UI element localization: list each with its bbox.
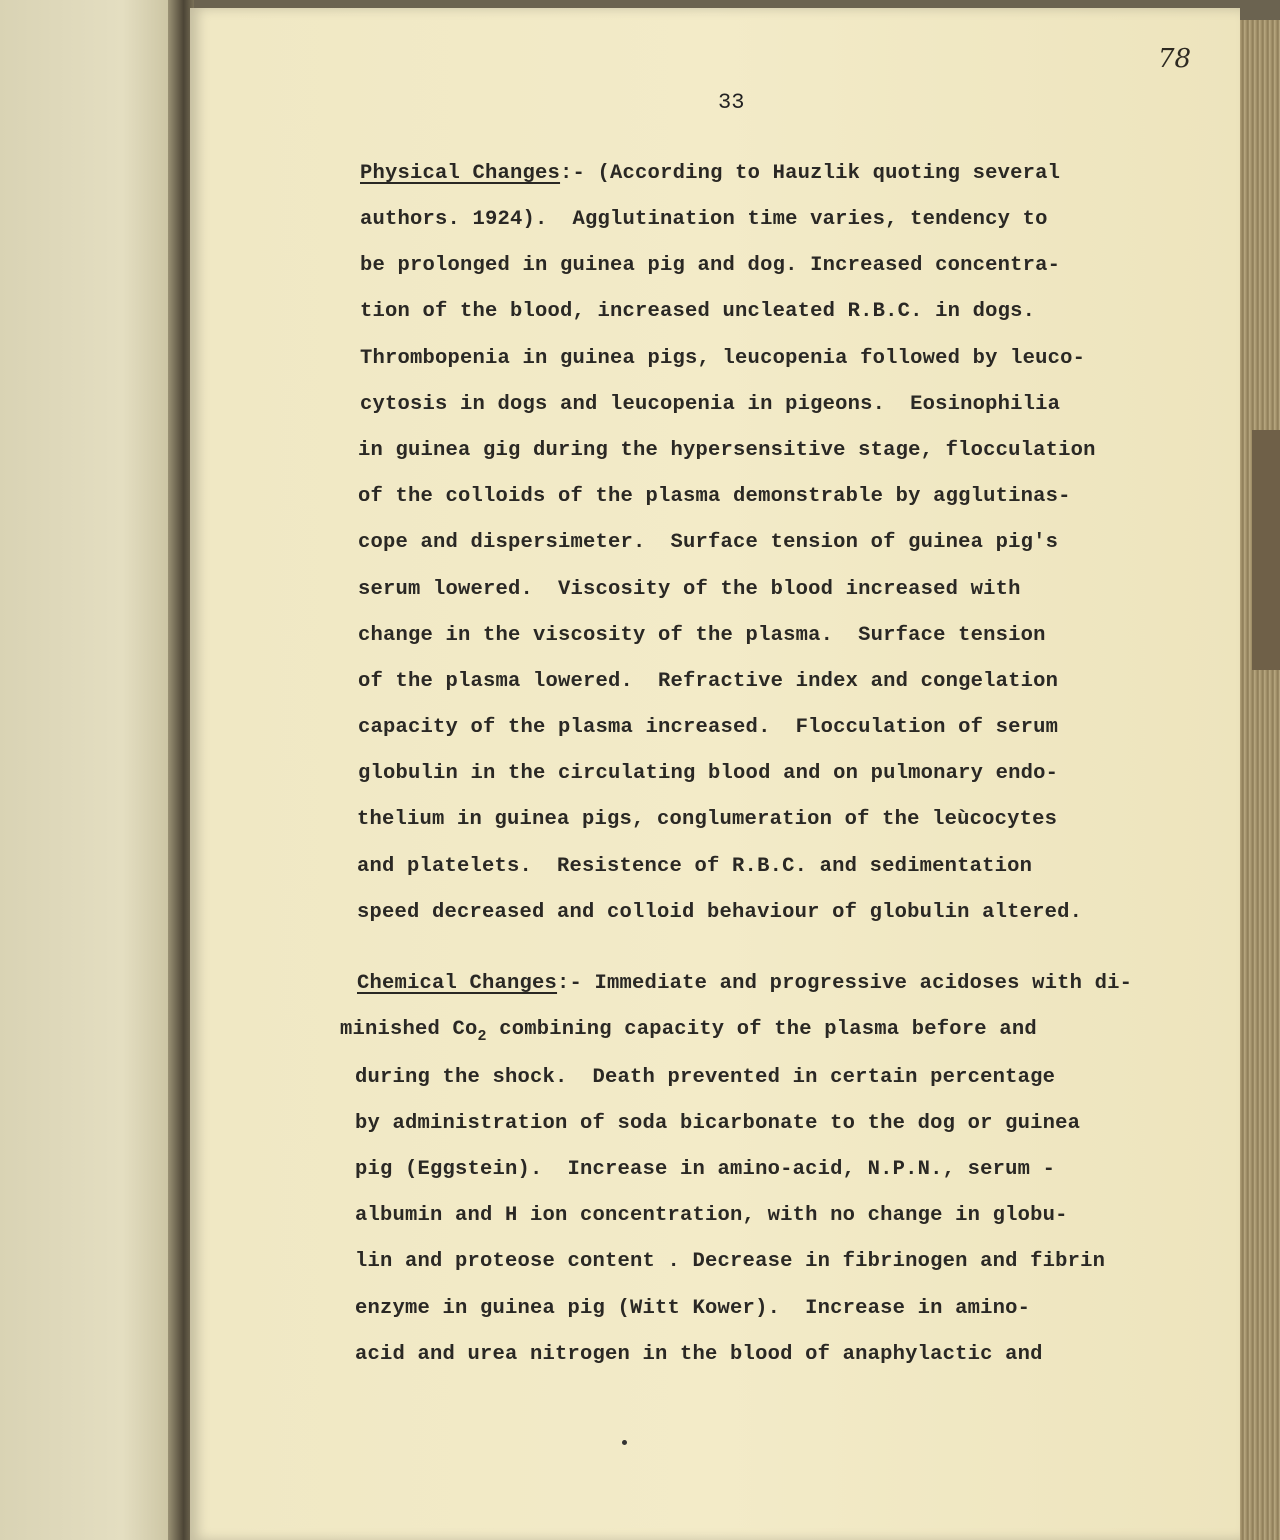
section-heading-chemical: Chemical Changes — [357, 972, 558, 995]
text-line: capacity of the plasma increased. Flocculation of serum — [358, 716, 1059, 739]
section-heading-physical: Physical Changes — [360, 162, 561, 185]
text-line: serum lowered. Viscosity of the blood increased with — [358, 578, 1021, 601]
text-line: albumin and H ion concentration, with no change in globu- — [355, 1204, 1068, 1227]
subscript: 2 — [477, 1028, 487, 1045]
text-line: of the plasma lowered. Refractive index and congelation — [358, 670, 1059, 693]
text-line: by administration of soda bicarbonate to the dog or guinea — [355, 1112, 1081, 1135]
text-line: be prolonged in guinea pig and dog. Increased concentra- — [360, 254, 1061, 277]
text-line: pig (Eggstein). Increase in amino-acid, N.P.N., serum - — [355, 1158, 1056, 1181]
text-line: tion of the blood, increased uncleated R.B.C. in dogs. — [360, 300, 1036, 323]
text-line: in guinea gig during the hypersensitive stage, flocculation — [358, 439, 1096, 462]
text-line: lin and proteose content . Decrease in fibrinogen and fibrin — [355, 1250, 1106, 1273]
text-line — [357, 972, 1132, 995]
page-edges — [1240, 20, 1280, 1540]
text-line — [340, 1018, 1037, 1045]
text-line: speed decreased and colloid behaviour of globulin altered. — [357, 901, 1083, 924]
text-line: acid and urea nitrogen in the blood of anaphylactic and — [355, 1343, 1043, 1366]
text-line — [360, 162, 1060, 185]
text-line: thelium in guinea pigs, conglumeration of the leùcocytes — [357, 808, 1058, 831]
binding-tab — [1252, 430, 1280, 670]
folio-number: 78 — [1158, 44, 1192, 74]
text-line: Thrombopenia in guinea pigs, leucopenia followed by leuco- — [360, 347, 1086, 370]
text-line: change in the viscosity of the plasma. Surface tension — [358, 624, 1046, 647]
text-line: and platelets. Resistence of R.B.C. and sedimentation — [357, 855, 1033, 878]
text-line: of the colloids of the plasma demonstrable by agglutinas- — [358, 485, 1071, 508]
ink-dot — [622, 1440, 627, 1445]
text-fragment: minished Co — [340, 1018, 478, 1041]
text-line: cytosis in dogs and leucopenia in pigeons. Eosinophilia — [360, 393, 1061, 416]
left-page — [0, 0, 175, 1540]
text-line-rest: :- (According to Hauzlik quoting several — [560, 162, 1061, 185]
text-line: cope and dispersimeter. Surface tension of guinea pig's — [358, 531, 1059, 554]
text-line: enzyme in guinea pig (Witt Kower). Increase in amino- — [355, 1297, 1031, 1320]
page-number: 33 — [718, 90, 745, 115]
text-line: globulin in the circulating blood and on pulmonary endo- — [358, 762, 1059, 785]
text-line-rest: :- Immediate and progressive acidoses with di- — [557, 972, 1133, 995]
text-fragment: combining capacity of the plasma before and — [486, 1018, 1037, 1041]
text-line: authors. 1924). Agglutination time varies, tendency to — [360, 208, 1048, 231]
text-line: during the shock. Death prevented in certain percentage — [355, 1066, 1056, 1089]
